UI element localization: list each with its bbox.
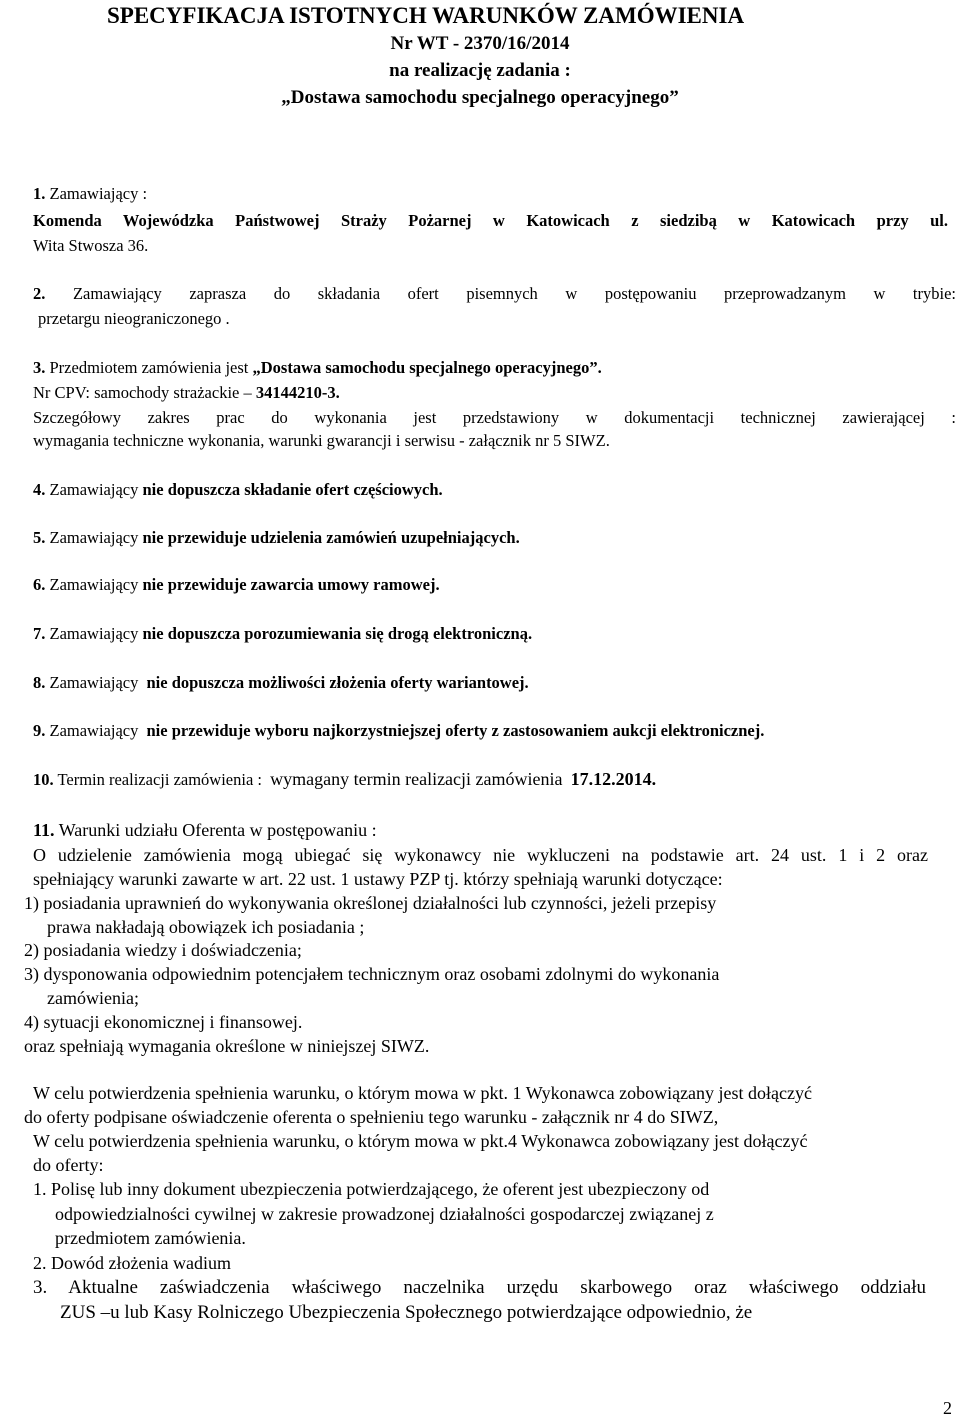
section-10: [33, 769, 656, 790]
condition-line: prawa nakładają obowiązek ich posiadania ;: [47, 917, 365, 937]
section-text: Zamawiający zaprasza do składania ofert pisemnych w postępowaniu przeprowadzanym w trybie:: [72, 284, 956, 303]
section-text: nie dopuszcza porozumiewania się drogą elektroniczną.: [142, 624, 533, 643]
section-label: Termin realizacji zamówienia :: [57, 770, 262, 789]
section-1: [33, 184, 147, 204]
section-who: Zamawiający: [49, 480, 139, 499]
section-number: 6.: [33, 575, 46, 594]
document-title: SPECYFIKACJA ISTOTNYCH WARUNKÓW ZAMÓWIENIA: [107, 3, 745, 28]
confirm-line: ZUS –u lub Kasy Rolniczego Ubezpieczenia Społecznego potwierdzające odpowiednio, że: [60, 1302, 753, 1323]
document-subtitle: na realizację zadania :: [389, 60, 571, 81]
section-3: [33, 358, 602, 378]
section-number: 7.: [33, 624, 46, 643]
section-number: 5.: [33, 528, 46, 547]
section-number: 10.: [33, 770, 54, 789]
section-11: [33, 820, 377, 840]
confirm-line: 1. Polisę lub inny dokument ubezpieczenia potwierdzającego, że oferent jest ubezpieczony od: [33, 1179, 710, 1199]
cpv-code: 34144210-3.: [255, 383, 340, 402]
document-number: Nr WT - 2370/16/2014: [390, 33, 570, 54]
condition-line: zamówienia;: [47, 988, 139, 1008]
section-prefix: Przedmiotem zamówienia jest: [49, 358, 249, 377]
section-who: Zamawiający: [49, 624, 139, 643]
section-label: Warunki udziału Oferenta w postępowaniu :: [58, 820, 377, 840]
section-8: [33, 673, 529, 693]
confirm-line: W celu potwierdzenia spełnienia warunku, o którym mowa w pkt.4 Wykonawca zobowiązany jest dołączyć: [33, 1131, 808, 1151]
confirm-line: 2. Dowód złożenia wadium: [33, 1253, 231, 1273]
cpv-label: Nr CPV: samochody strażackie –: [33, 383, 252, 402]
section-3-detail1: Szczegółowy zakres prac do wykonania jest przedstawiony w dokumentacji technicznej zawierającej :: [33, 408, 956, 427]
section-4: [33, 480, 443, 500]
section-who: Zamawiający: [49, 673, 139, 692]
section-number: 4.: [33, 480, 46, 499]
section-7: [33, 624, 532, 644]
section-number: 3.: [33, 358, 46, 377]
condition-line: spełniający warunki zawarte w art. 22 ust. 1 ustawy PZP tj. którzy spełniają warunki dotyczące:: [33, 869, 723, 889]
confirm-line: do oferty podpisane oświadczenie oferenta o spełnieniu tego warunku - załącznik nr 4 do SIWZ,: [24, 1107, 719, 1127]
section-who: Zamawiający: [49, 528, 139, 547]
condition-line: 4) sytuacji ekonomicznej i finansowej.: [24, 1012, 303, 1032]
ordering-party-name: Komenda Wojewódzka Państwowej Straży Pożarnej w Katowicach z siedzibą w Katowicach przy ul.: [33, 211, 948, 230]
section-number: 2.: [33, 284, 46, 303]
section-text: nie przewiduje wyboru najkorzystniejszej oferty z zastosowaniem aukcji elektronicznej.: [146, 721, 765, 740]
confirm-line: 3. Aktualne zaświadczenia właściwego naczelnika urzędu skarbowego oraz właściwego oddziału: [33, 1277, 926, 1298]
section-3-detail2: wymagania techniczne wykonania, warunki gwarancji i serwisu - załącznik nr 5 SIWZ.: [33, 431, 610, 450]
section-who: Zamawiający: [49, 721, 139, 740]
section-text: nie dopuszcza możliwości złożenia oferty wariantowej.: [146, 673, 529, 692]
section-2: [33, 284, 956, 304]
completion-date: 17.12.2014.: [570, 769, 657, 789]
condition-line: O udzielenie zamówienia mogą ubiegać się wykonawcy nie wykluczeni na podstawie art. 24 ust. 1 i 2 oraz: [33, 845, 928, 865]
confirm-line: odpowiedzialności cywilnej w zakresie prowadzonej działalności gospodarczej związanej z: [55, 1204, 714, 1224]
section-text: nie przewiduje zawarcia umowy ramowej.: [142, 575, 440, 594]
page-number: 2: [943, 1398, 952, 1418]
confirm-line: do oferty:: [33, 1155, 104, 1175]
task-name: „Dostawa samochodu specjalnego operacyjnego”: [281, 87, 679, 108]
section-6: [33, 575, 440, 595]
condition-line: 1) posiadania uprawnień do wykonywania określonej działalności lub czynności, jeżeli przepisy: [24, 893, 717, 913]
section-number: 1.: [33, 184, 46, 203]
condition-line: 3) dysponowania odpowiednim potencjałem technicznym oraz osobami zdolnymi do wykonania: [24, 964, 720, 984]
section-number: 8.: [33, 673, 46, 692]
section-label: Zamawiający :: [49, 184, 148, 203]
order-subject: „Dostawa samochodu specjalnego operacyjnego”.: [252, 358, 602, 377]
cpv-line: [33, 383, 340, 403]
section-who: Zamawiający: [49, 575, 139, 594]
confirm-line: W celu potwierdzenia spełnienia warunku, o którym mowa w pkt. 1 Wykonawca zobowiązany jest dołączyć: [33, 1083, 813, 1103]
condition-line: 2) posiadania wiedzy i doświadczenia;: [24, 940, 302, 960]
section-text: nie dopuszcza składanie ofert częściowych.: [142, 480, 443, 499]
section-text: nie przewiduje udzielenia zamówień uzupełniających.: [142, 528, 520, 547]
section-text: wymagany termin realizacji zamówienia: [270, 769, 563, 789]
ordering-party-address: Wita Stwosza 36.: [33, 236, 149, 255]
section-5: [33, 528, 520, 548]
section-number: 9.: [33, 721, 46, 740]
section-2-line2: przetargu nieograniczonego .: [38, 309, 230, 328]
section-9: [33, 721, 764, 741]
confirm-line: przedmiotem zamówienia.: [55, 1228, 246, 1248]
condition-line: oraz spełniają wymagania określone w niniejszej SIWZ.: [24, 1036, 430, 1056]
section-number: 11.: [33, 820, 55, 840]
